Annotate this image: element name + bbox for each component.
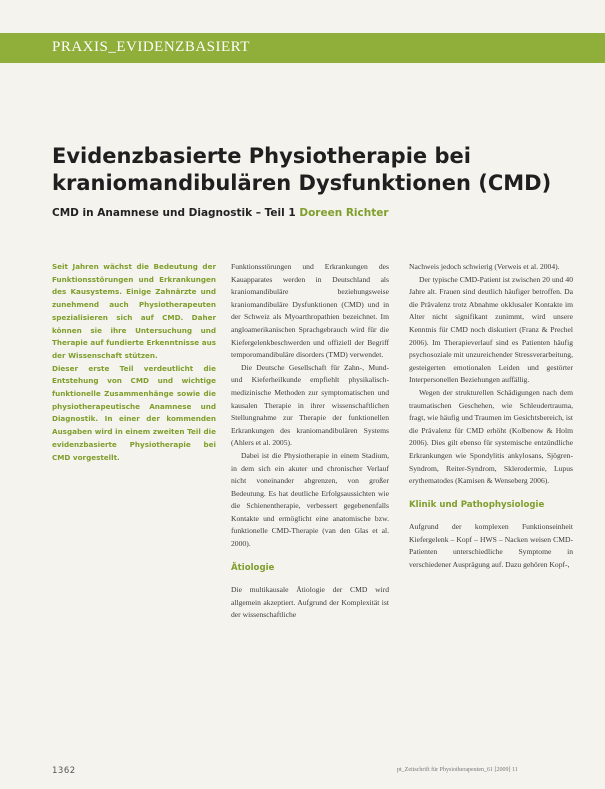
section-label: PRAXIS_EVIDENZBASIERT: [52, 39, 250, 55]
title-line-1: Evidenzbasierte Physiotherapie bei: [52, 144, 471, 168]
section-banner: [0, 33, 605, 63]
article-subtitle: [52, 207, 389, 219]
heading-aetiologie: Ätiologie: [231, 562, 275, 573]
lead-paragraph: Seit Jahren wächst die Bedeutung der Funktionsstörungen und Erkrankungen des Kausystems. Einige Zahnärzte und zunehmend auch Physiotherapeuten spezialisieren sich auf CMD. Daher können sie ihre Untersuchung und Therapie auf fundierte Erkenntnisse aus der Wissenschaft stützen.: [52, 262, 216, 360]
journal-footer: pt_Zeitschrift für Physiotherapeuten_61 [2009] 11: [397, 767, 518, 773]
lead-column: [52, 261, 216, 464]
body-paragraph: Die Deutsche Gesellschaft für Zahn-, Mund- und Kieferheilkunde empfiehlt physikalisch-medizinische Methoden zur symptomatischen und kausalen Therapie in ihrer wissenschaftlichen Stellungnahme zur Therapie der funktionellen Erkrankungen des kraniomandibulären Systems (Ahlers et al. 2005).: [231, 362, 389, 448]
page-number: 1362: [52, 766, 76, 776]
article-title: [52, 143, 572, 197]
body-column-3: [409, 261, 573, 572]
body-paragraph: Der typische CMD-Patient ist zwischen 20 und 40 Jahre alt. Frauen sind deutlich häufiger betroffen. Da die Prävalenz trotz Abnahme okklusaler Kontakte im Alter nicht signifikant zunimmt, wird unsere Kenntnis für CMD noch diskutiert (Franz & Prechel 2006). Im Therapieverlauf sind es Patienten häufig psychosoziale mit unzureichender Stressverarbeitung, gesteigerten emotionalen Leiden und gestörter Interpersonellen Beziehungen auffällig.: [409, 274, 573, 385]
subtitle-text: CMD in Anamnese und Diagnostik – Teil 1: [52, 207, 296, 219]
lead-paragraph-2: Dieser erste Teil verdeutlicht die Entstehung von CMD und wichtige funktionelle Zusammenhänge sowie die physiotherapeutische Anamnese und Diagnostik. In einer der kommenden Ausgaben wird in einem zweiten Teil die evidenzbasierte Physiotherapie bei CMD vorgestellt.: [52, 363, 216, 462]
body-paragraph: Die multikausale Ätiologie der CMD wird allgemein akzeptiert. Aufgrund der Komplexität ist der wissenschaftliche: [231, 585, 389, 620]
body-paragraph: Nachweis jedoch schwierig (Verweis et al. 2004).: [409, 262, 560, 271]
body-paragraph: Aufgrund der komplexen Funktionseinheit Kiefergelenk – Kopf – HWS – Nacken weisen CMD-Patienten unterschiedliche Symptome in verschiedener Ausprägung auf. Dazu gehören Kopf-,: [409, 522, 573, 570]
body-paragraph: Dabei ist die Physiotherapie in einem Stadium, in dem sich ein akuter und chronischer Verlauf nicht voneinander abgrenzen, von großer Bedeutung. Es hat deutliche Erfolgsaussichten wie die Schienentherapie, verbessert gegebenenfalls Kontakte und ermöglicht eine anatomische bzw. funktionelle CMD-Therapie (van den Glas et al. 2000).: [231, 450, 389, 549]
author-name: Doreen Richter: [299, 207, 389, 219]
body-paragraph: Wegen der strukturellen Schädigungen nach dem traumatischen Geschehen, wie Schleudertrauma, fragt, wie häufig und Traumen im Gesichtsbereich, ist die Prävalenz für CMD erhöht (Kolbenow & Holm 2006). Dies gilt ebenso für systemische entzündliche Erkrankungen wie Spondylitis ankylosans, Sjögren-Syndrom, Reiter-Syndrom, Sklerodermie, Lupus erythematodes (Kamisen & Wenseberg 2006).: [409, 387, 573, 486]
heading-klinik: Klinik und Pathophysiologie: [409, 499, 545, 510]
body-column-2: [231, 261, 389, 622]
title-line-2: kraniomandibulären Dysfunktionen (CMD): [52, 171, 552, 195]
body-paragraph: Funktionsstörungen und Erkrankungen des Kauapparates werden in Deutschland als kraniomandibuläre beziehungsweise kraniomandibuläre Dysfunktionen (CMD) und in der Schweiz als Myoarthropathien bezeichnet. Im angloamerikanischen Sprachgebrauch wird für die Kiefergelenkbeschwerden und offiziell der Begriff temporomandibuläre disorders (TMD) verwendet.: [231, 262, 389, 360]
